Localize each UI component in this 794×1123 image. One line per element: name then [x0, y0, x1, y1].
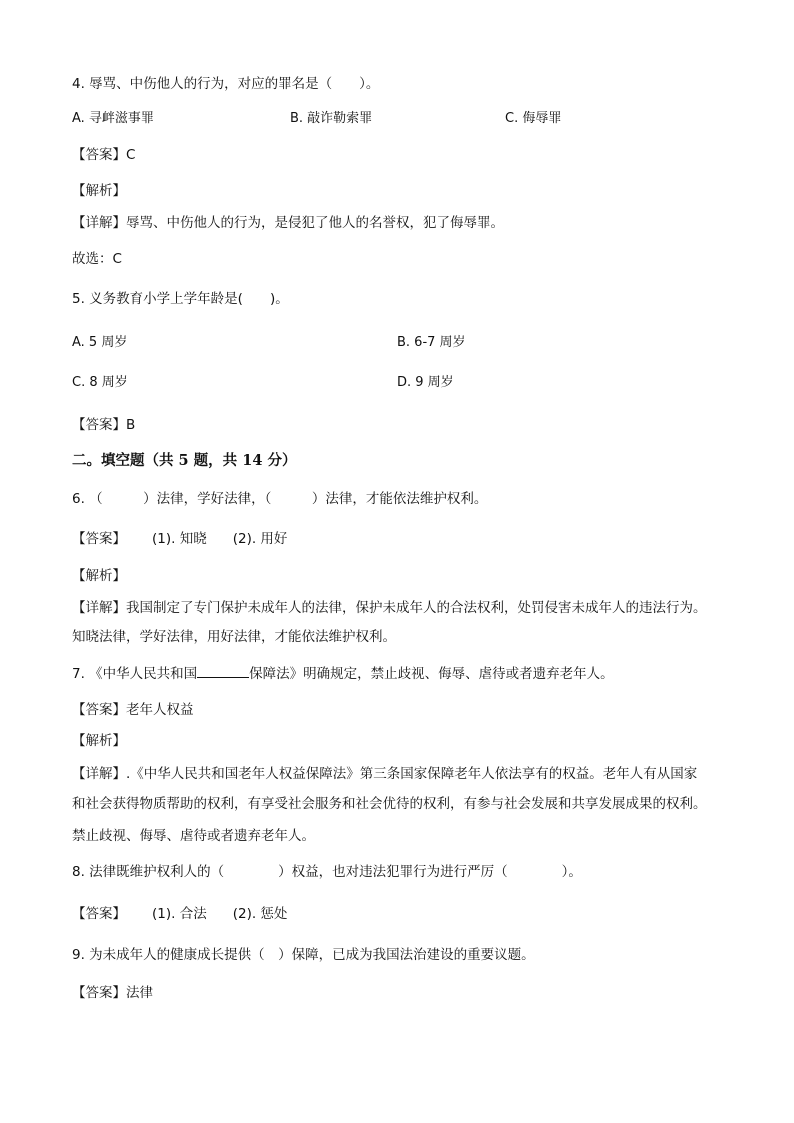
answer-value: B [126, 417, 136, 433]
q4-option-c: C. 侮辱罪 [505, 111, 562, 126]
q6-answer [72, 529, 287, 549]
q4-analysis-label: 【解析】 [72, 183, 126, 199]
section-heading: 二。填空题（共 5 题，共 14 分） [72, 452, 297, 469]
q7-analysis-label: 【解析】 [72, 733, 126, 749]
answer-label: 【答案】 [72, 985, 126, 1001]
q8-answer [72, 904, 287, 924]
q4-choice: 故选：C [72, 251, 122, 267]
answer-label: 【答案】 [72, 417, 126, 433]
q5-option-c: C. 8 周岁 [72, 375, 128, 390]
answer-label: 【答案】 [72, 702, 126, 718]
q5-option-d: D. 9 周岁 [397, 375, 454, 390]
answer-value: 法律 [126, 985, 153, 1001]
q7-stem [72, 664, 614, 684]
q7-detail-line-1: 【详解】.《中华人民共和国老年人权益保障法》第三条国家保障老年人依法享有的权益。老年人有从国家 [72, 766, 698, 782]
answer-value-1: (1). 合法 [152, 906, 207, 922]
answer-value: C [126, 147, 136, 163]
q7-answer [72, 700, 194, 720]
q4-option-a: A. 寻衅滋事罪 [72, 111, 154, 126]
q4-option-b: B. 敲诈勒索罪 [290, 111, 373, 126]
q8-stem: 8. 法律既维护权利人的（ ）权益，也对违法犯罪行为进行严厉（ ）。 [72, 864, 582, 880]
q6-detail-line-2: 知晓法律，学好法律，用好法律，才能依法维护权利。 [72, 629, 396, 645]
q7-detail-line-3: 禁止歧视、侮辱、虐待或者遗弃老年人。 [72, 828, 315, 844]
q6-stem: 6. （ ）法律，学好法律，（ ）法律，才能依法维护权利。 [72, 491, 488, 507]
q6-detail-line-1: 【详解】我国制定了专门保护未成年人的法律，保护未成年人的合法权利，处罚侵害未成年人的违法行为。 [72, 600, 707, 616]
q9-answer [72, 983, 153, 1003]
q5-answer [72, 415, 135, 435]
q7-detail-line-2: 和社会获得物质帮助的权利，有享受社会服务和社会优待的权利，有参与社会发展和共享发展成果的权利。 [72, 796, 707, 812]
q7-stem-post: 保障法》明确规定，禁止歧视、侮辱、虐待或者遗弃老年人。 [249, 666, 614, 682]
answer-value-2: (2). 用好 [232, 531, 288, 547]
answer-label: 【答案】 [72, 906, 126, 922]
answer-value-1: (1). 知晓 [152, 531, 207, 547]
q5-option-b: B. 6-7 周岁 [397, 335, 466, 350]
q4-answer [72, 145, 135, 165]
q4-detail: 【详解】辱骂、中伤他人的行为，是侵犯了他人的名誉权，犯了侮辱罪。 [72, 215, 504, 231]
q9-stem: 9. 为未成年人的健康成长提供（ ）保障，已成为我国法治建设的重要议题。 [72, 947, 535, 963]
q5-option-a: A. 5 周岁 [72, 335, 128, 350]
answer-label: 【答案】 [72, 531, 126, 547]
answer-label: 【答案】 [72, 147, 126, 163]
q6-analysis-label: 【解析】 [72, 568, 126, 584]
q7-stem-pre: 7. 《中华人民共和国 [72, 666, 198, 682]
fill-blank-line [197, 665, 249, 678]
q5-stem: 5. 义务教育小学上学年龄是( )。 [72, 291, 289, 307]
q4-stem: 4. 辱骂、中伤他人的行为，对应的罪名是（ ）。 [72, 76, 380, 92]
answer-value-2: (2). 惩处 [232, 906, 288, 922]
answer-value: 老年人权益 [126, 702, 194, 718]
